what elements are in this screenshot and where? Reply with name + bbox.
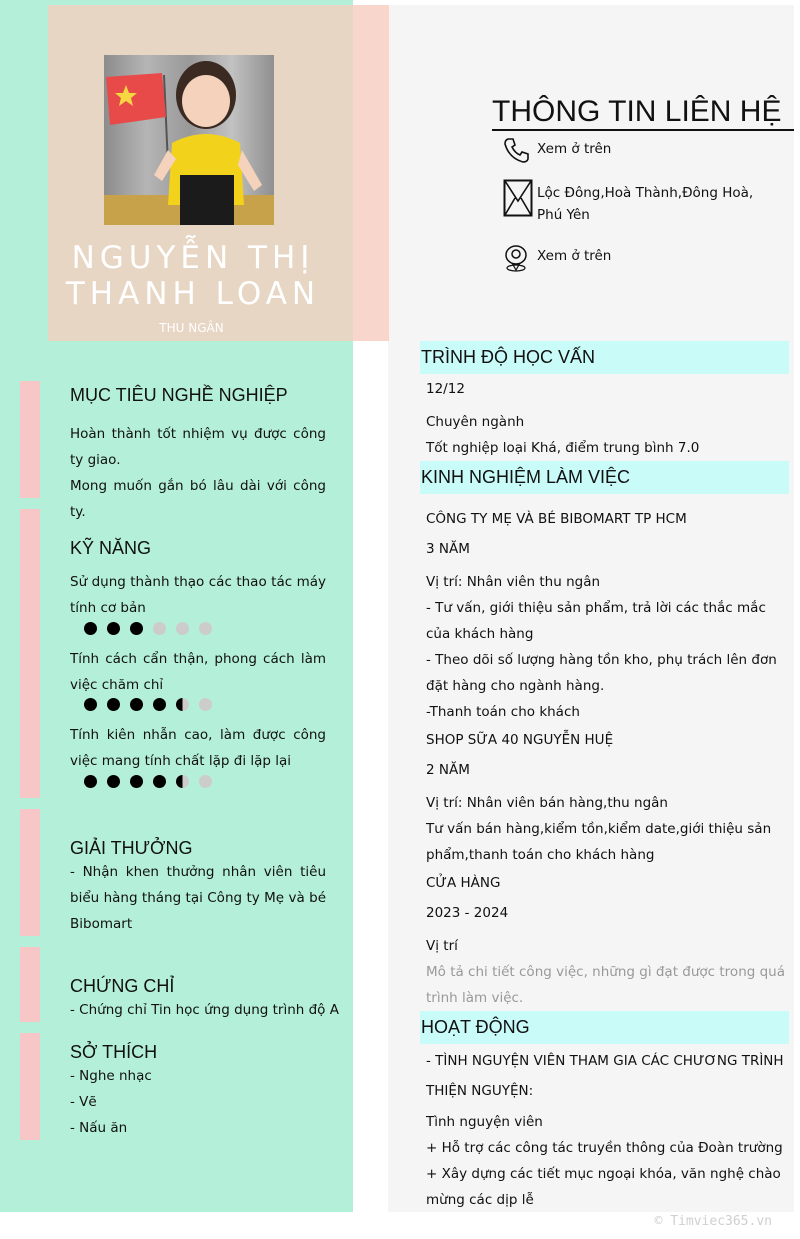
accent-bar [20, 1033, 40, 1140]
objective-line-2: Mong muốn gắn bó lâu dài với công ty. [70, 478, 326, 520]
skill-dot [107, 775, 120, 788]
activity-item: + Hỗ trợ các công tác truyền thông của Đoàn trường [426, 1140, 783, 1156]
education-result: Tốt nghiệp loại Khá, điểm trung bình 7.0 [426, 440, 700, 456]
skill-dot [199, 698, 212, 711]
skill-dot [130, 775, 143, 788]
contact-web: Xem ở trên [537, 248, 612, 264]
contact-title: THÔNG TIN LIÊN HỆ [492, 95, 782, 128]
contact-address [537, 182, 767, 226]
awards-text: - Nhận khen thưởng nhân viên tiêu biểu hàng tháng tại Công ty Mẹ và bé Bibomart [70, 864, 326, 932]
job-detail: Mô tả chi tiết công việc, những gì đạt được trong quá trình làm việc. [426, 964, 786, 1006]
hobby-item: - Vẽ [70, 1094, 97, 1110]
skill-dot [176, 698, 189, 711]
skill-dot [84, 622, 97, 635]
activities-title: HOẠT ĐỘNG [421, 1017, 530, 1037]
contact-phone: Xem ở trên [537, 141, 612, 157]
activities-header [420, 1011, 789, 1044]
job-position: Vị trí: Nhân viên bán hàng,thu ngân [426, 795, 668, 811]
activity-item: + Xây dựng các tiết mục ngoại khóa, văn nghệ chào mừng các dịp lễ [426, 1166, 781, 1208]
skill-dot [130, 622, 143, 635]
contact-underline [492, 129, 794, 131]
objective-text [70, 421, 326, 525]
job-duration: 3 NĂM [426, 541, 470, 557]
location-icon [503, 243, 529, 277]
skill-rating [84, 698, 212, 711]
skill-rating [84, 775, 212, 788]
job-company: SHOP SỮA 40 NGUYỄN HUỆ [426, 732, 614, 748]
profile-photo [104, 55, 274, 225]
skill-dot [130, 698, 143, 711]
name-line-1: NGUYỄN THỊ [71, 240, 315, 276]
job-company: CỬA HÀNG [426, 875, 501, 891]
phone-icon [503, 136, 531, 168]
skill-dot [153, 775, 166, 788]
hobbies-list [70, 1063, 326, 1141]
education-grade: 12/12 [426, 381, 465, 397]
name-line-2: THANH LOAN [65, 276, 321, 312]
skill-dot [84, 775, 97, 788]
job-company: CÔNG TY MẸ VÀ BÉ BIBOMART TP HCM [426, 511, 687, 527]
objective-title: MỤC TIÊU NGHỀ NGHIỆP [70, 385, 288, 405]
job-position: Vị trí [426, 938, 458, 954]
skill-dot [153, 698, 166, 711]
job-detail: Tư vấn bán hàng,kiểm tồn,kiểm date,giới thiệu sản phẩm,thanh toán cho khách hàng [426, 821, 772, 863]
hobbies-title: SỞ THÍCH [70, 1042, 158, 1062]
candidate-name [48, 240, 338, 312]
objective-line-1: Hoàn thành tốt nhiệm vụ được công ty giao. [70, 426, 326, 468]
job-duration: 2023 - 2024 [426, 905, 509, 921]
skill-dot [199, 775, 212, 788]
skills-title: KỸ NĂNG [70, 538, 152, 558]
address-line-2: Phú Yên [537, 207, 590, 223]
skill-dot [153, 622, 166, 635]
education-major: Chuyên ngành [426, 414, 525, 430]
certificates-text: - Chứng chỉ Tin học ứng dụng trình độ A [70, 1002, 339, 1018]
hobby-item: - Nghe nhạc [70, 1068, 152, 1084]
accent-bar [20, 381, 40, 498]
awards-title: GIẢI THƯỞNG [70, 838, 193, 858]
skill-dot [107, 698, 120, 711]
accent-bar [20, 509, 40, 798]
address-line-1: Lộc Đông,Hoà Thành,Đông Hoà, [537, 185, 754, 201]
skill-dot [84, 698, 97, 711]
experience-header [420, 461, 789, 494]
hobby-item: - Nấu ăn [70, 1120, 128, 1136]
job-duration: 2 NĂM [426, 762, 470, 778]
watermark: © Timviec365.vn [654, 1214, 772, 1229]
activity-role: Tình nguyện viên [426, 1114, 543, 1130]
job-title: THU NGÂN [159, 321, 224, 335]
mail-icon [503, 179, 533, 221]
activity-event [426, 1046, 788, 1106]
skill-dot [107, 622, 120, 635]
certificates-title: CHỨNG CHỈ [70, 976, 175, 996]
activity-event-text: - TÌNH NGUYỆN VIÊN THAM GIA CÁC CHƯƠNG TRÌNH THIỆN NGUYỆN: [426, 1053, 784, 1099]
education-header [420, 341, 789, 374]
skill-dot [176, 775, 189, 788]
skill-label: Tính cách cẩn thận, phong cách làm việc chăm chỉ [70, 651, 326, 693]
skill-dot [199, 622, 212, 635]
job-detail: -Thanh toán cho khách [426, 704, 580, 720]
skill-label: Tính kiên nhẫn cao, làm được công việc mang tính chất lặp đi lặp lại [70, 727, 326, 769]
header-stripe [353, 5, 389, 341]
skill-rating [84, 622, 212, 635]
job-position: Vị trí: Nhân viên thu ngân [426, 574, 601, 590]
job-detail: - Theo dõi số lượng hàng tồn kho, phụ trách lên đơn đặt hàng cho ngành hàng. [426, 652, 777, 694]
experience-title: KINH NGHIỆM LÀM VIỆC [421, 467, 631, 487]
job-detail: - Tư vấn, giới thiệu sản phẩm, trả lời các thắc mắc của khách hàng [426, 600, 766, 642]
accent-bar [20, 947, 40, 1022]
education-title: TRÌNH ĐỘ HỌC VẤN [421, 347, 596, 367]
skill-dot [176, 622, 189, 635]
accent-bar [20, 809, 40, 936]
skill-label: Sử dụng thành thạo các thao tác máy tính cơ bản [70, 574, 326, 616]
